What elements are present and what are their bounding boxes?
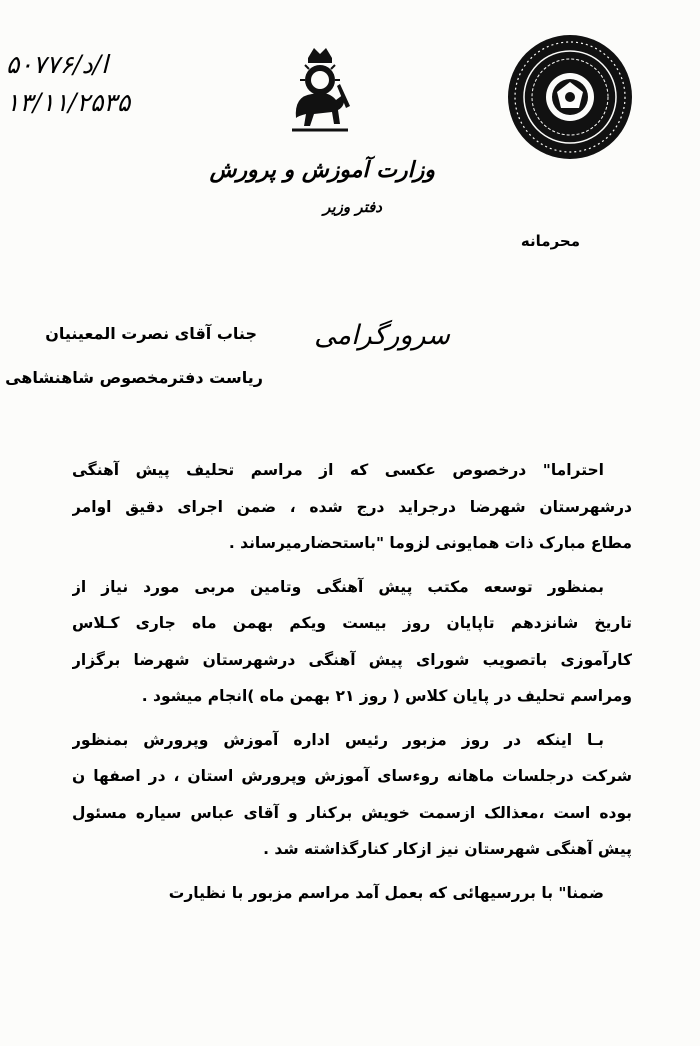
body-line: ضمنا" با بررسیهائی که بعمل آمد مراسم مزبور با نظیارت: [168, 883, 604, 902]
body-line: ومراسم تحلیف در پایان کلاس ( روز ۲۱ بهمن ماه )انجام میشود .: [141, 687, 632, 705]
round-seal-icon: [507, 34, 633, 160]
body-line: کارآموزی باتصویب شورای پیش آهنگی درشهرستان شهرضا برگزار: [72, 650, 632, 669]
letter-body: [72, 452, 632, 911]
recipient-title: ریاست دفترمخصوص شاهنشاهی: [5, 368, 263, 387]
body-line: بمنظور توسعه مکتب پیش آهنگی وتامین مربی مورد نیاز از: [72, 577, 604, 596]
body-line: مطاع مبارک ذات همایونی لزوما "باستحضارمیرساند .: [228, 534, 632, 552]
body-line: بـا اینکه در روز مزبور رئیس اداره آموزش وپرورش بمنظور: [72, 730, 604, 749]
recipient-honorific: سرورگرامی: [314, 320, 450, 351]
body-line: شرکت درجلسات ماهانه روءسای آموزش وپرورش استان ، در اصفها ن: [72, 767, 632, 785]
recipient-name: جناب آقای نصرت المعینیان: [45, 324, 257, 343]
office-title: دفتر وزیر: [323, 198, 382, 216]
body-line: بوده است ،معذالک ازسمت خویش برکنار و آقای عباس سیاره مسئول: [72, 803, 632, 822]
body-line: درشهرستان شهرضا درجراید درج شده ، ضمن اجرای دقیق اوامر: [72, 497, 632, 516]
reference-number: ۵۰۷۷۶/ا/د: [6, 50, 109, 79]
body-line: پیش آهنگی شهرستان نیز ازکار کنارگذاشته شد .: [263, 840, 632, 858]
ministry-title: وزارت آموزش و پرورش: [209, 158, 435, 183]
letter-date: ۱۳/۱۱/۲۵۳۵: [6, 88, 131, 117]
lion-and-sun-icon: [284, 44, 356, 134]
confidential-label: محرمانه: [520, 232, 580, 250]
body-line: احتراما" درخصوص عکسی که از مراسم تحلیف پیش آهنگی: [72, 461, 604, 479]
body-line: تاریخ شانزدهم تاپایان روز بیست ویکم بهمن ماه جاری کـلاس: [72, 614, 632, 632]
